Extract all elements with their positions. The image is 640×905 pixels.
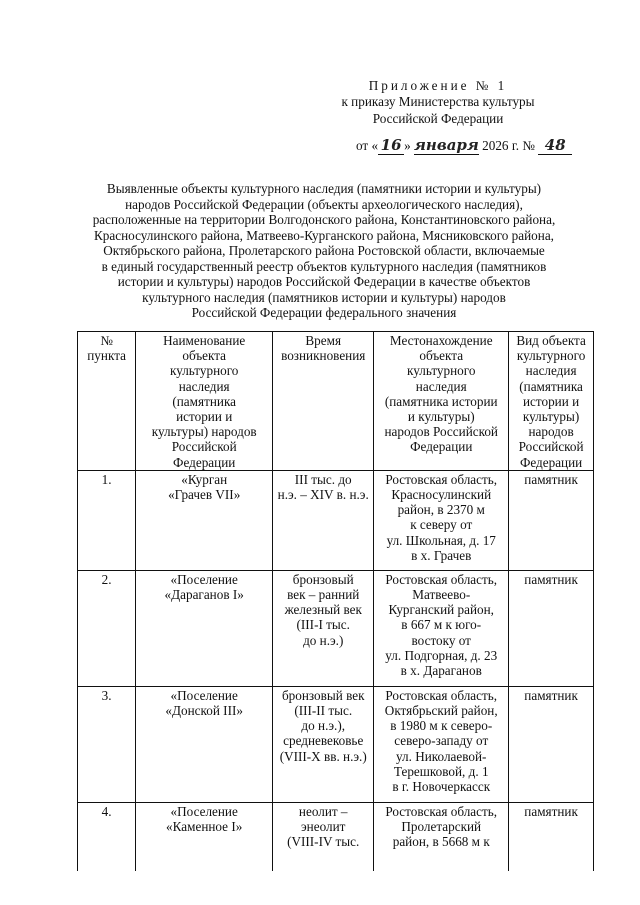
cell-text-line: № — [100, 333, 113, 348]
cell-text-line: бронзовый — [292, 571, 354, 587]
cell-text-line: в х. Грачев — [411, 547, 472, 563]
cell-text-line: Время — [305, 333, 342, 348]
cell-text-line: 3. — [101, 687, 112, 703]
cell-text-line: Федерации — [519, 454, 583, 470]
table-row — [78, 470, 594, 570]
cell-text-line: Ростовская область, — [385, 803, 498, 819]
cell-text-line: 2. — [101, 571, 112, 587]
heading-line: расположенные на территории Волгодонского района, Константиновского района, — [92, 212, 556, 227]
heading-line: народов Российской Федерации (объекты археологического наследия), — [125, 196, 523, 212]
cell-type — [509, 686, 594, 802]
cell-text-line: памятник — [524, 687, 578, 703]
table-header-row — [78, 332, 594, 471]
page-bottom — [0, 871, 640, 905]
cell-text-line: в х. Дараганов — [400, 663, 482, 679]
cell-name — [136, 686, 273, 802]
cell-text-line: «Грачев VII» — [168, 487, 241, 503]
order-prefix: от « — [356, 138, 379, 153]
cell-text-line: бронзовый век — [281, 687, 365, 703]
cell-text-line: (памятника — [519, 378, 583, 394]
cell-text-line: памятник — [524, 471, 578, 487]
cell-text-line: культурного — [516, 348, 586, 364]
cell-text-line: объекта — [419, 348, 464, 364]
cell-location — [374, 802, 509, 874]
cell-text-line: памятник — [524, 803, 578, 819]
cell-text-line: востоку от — [411, 632, 471, 648]
order-number: 48 — [544, 136, 566, 154]
cell-text-line: «Курган — [181, 471, 228, 487]
order-month: января — [413, 136, 479, 154]
cell-time — [273, 686, 374, 802]
cell-text-line: ул. Школьная, д. 17 — [386, 532, 496, 548]
cell-text-line: до н.э.) — [303, 632, 344, 648]
cell-text-line: Ростовская область, — [385, 571, 498, 587]
cell-text-line: «Поселение — [170, 687, 238, 703]
cell-name — [136, 470, 273, 570]
appendix-header — [336, 78, 540, 127]
heading-line: Российской Федерации федерального значения — [191, 305, 457, 320]
cell-text-line: Матвеево- — [412, 587, 471, 603]
cell-time — [273, 570, 374, 686]
cell-text-line: Терешковой, д. 1 — [393, 763, 489, 779]
cell-text-line: Октябрьский район, — [384, 703, 498, 719]
heading-line: Красносулинского района, Матвеево-Курганского района, Мясниковского района, — [94, 227, 554, 243]
cell-text-line: Ростовская область, — [385, 471, 498, 487]
cell-text-line: в 1980 м к северо- — [390, 718, 493, 734]
cell-text-line: наследия — [525, 363, 577, 379]
cell-text-line: ул. Подгорная, д. 23 — [385, 647, 498, 663]
cell-text-line: Федерации — [173, 454, 236, 470]
cell-text-line: пункта — [87, 348, 126, 364]
cell-number — [78, 470, 136, 570]
cell-name — [136, 570, 273, 686]
heading-line: истории и культуры) народов Российской Федерации в качестве объектов — [117, 274, 531, 289]
cell-text-line: неолит – — [298, 803, 348, 819]
order-date-number — [356, 137, 572, 155]
order-day: 16 — [380, 136, 402, 154]
cell-text-line: 1. — [101, 471, 112, 487]
cell-text-line: Местонахождение — [389, 333, 493, 348]
cell-location — [374, 470, 509, 570]
cell-text-line: культуры) народов — [151, 424, 257, 440]
order-quote: » — [404, 138, 411, 153]
cell-time — [273, 470, 374, 570]
cell-text-line: (III-II тыс. — [294, 703, 353, 719]
cell-text-line: «Донской III» — [165, 703, 243, 719]
cell-text-line: народов Российской — [384, 424, 498, 440]
table-row — [78, 686, 594, 802]
header-type — [509, 332, 594, 471]
cell-text-line: «Дараганов I» — [164, 587, 244, 603]
cell-text-line: народов — [528, 424, 574, 440]
appendix-ministry: Российской Федерации — [372, 110, 504, 126]
heritage-objects-table — [77, 331, 594, 875]
header-time — [273, 332, 374, 471]
cell-location — [374, 686, 509, 802]
cell-text-line: к северу от — [410, 517, 473, 533]
cell-time — [273, 802, 374, 874]
cell-text-line: и культуры) — [407, 409, 475, 425]
appendix-order-ref: к приказу Министерства культуры — [341, 94, 535, 110]
header-name — [136, 332, 273, 471]
cell-number — [78, 686, 136, 802]
cell-number — [78, 802, 136, 874]
cell-text-line: (памятника — [172, 393, 237, 409]
heading-line: Выявленные объекты культурного наследия (памятники истории и культуры) — [106, 181, 542, 196]
cell-text-line: культурного — [407, 363, 476, 379]
heading-line: в единый государственный реестр объектов культурного наследия (памятников — [101, 258, 547, 274]
cell-type — [509, 570, 594, 686]
cell-text-line: истории и — [523, 393, 580, 409]
cell-location — [374, 570, 509, 686]
cell-text-line: возникновения — [281, 348, 366, 364]
cell-text-line: Ростовская область, — [385, 687, 498, 703]
cell-text-line: район, в 2370 м — [397, 502, 485, 518]
cell-text-line: в г. Новочеркасск — [392, 779, 491, 795]
cell-text-line: (VIII-IV тыс. — [287, 834, 360, 850]
document-heading — [82, 181, 566, 321]
heading-line: культурного наследия (памятников истории и культуры) народов — [142, 289, 506, 305]
cell-text-line: район, в 5668 м к — [392, 834, 490, 850]
cell-text-line: «Поселение — [170, 803, 238, 819]
cell-text-line: северо-западу от — [394, 733, 489, 749]
cell-text-line: энеолит — [301, 819, 346, 835]
cell-text-line: объекта — [182, 348, 227, 364]
cell-text-line: истории и — [176, 409, 233, 425]
cell-text-line: Курганский район, — [388, 602, 494, 618]
cell-text-line: III тыс. до — [294, 471, 352, 487]
cell-text-line: Федерации — [410, 439, 473, 455]
table-row — [78, 802, 594, 874]
cell-text-line: Наименование — [163, 333, 246, 348]
cell-text-line: культуры) — [522, 409, 580, 425]
appendix-title: Приложение № 1 — [368, 78, 508, 93]
cell-text-line: Красносулинский — [391, 487, 492, 503]
cell-text-line: наследия — [178, 378, 230, 394]
cell-text-line: «Каменное I» — [166, 819, 243, 835]
cell-text-line: наследия — [415, 378, 467, 394]
header-location — [374, 332, 509, 471]
cell-number — [78, 570, 136, 686]
cell-type — [509, 470, 594, 570]
cell-name — [136, 802, 273, 874]
cell-text-line: Пролетарский — [401, 819, 482, 835]
cell-type — [509, 802, 594, 874]
cell-text-line: 4. — [101, 803, 112, 819]
cell-text-line: железный век — [284, 602, 362, 618]
cell-text-line: «Поселение — [170, 571, 238, 587]
cell-text-line: (памятника истории — [384, 393, 498, 409]
heading-line: Октябрьского района, Пролетарского района Ростовской области, включаемые — [103, 243, 545, 258]
header-number — [78, 332, 136, 471]
cell-text-line: в 667 м к юго- — [401, 617, 482, 633]
cell-text-line: н.э. – XIV в. н.э. — [277, 487, 369, 503]
cell-text-line: (III-I тыс. — [296, 617, 350, 633]
order-year: 2026 г. № — [482, 138, 535, 153]
cell-text-line: век – ранний — [287, 587, 360, 603]
table-row — [78, 570, 594, 686]
cell-text-line: (VIII-X вв. н.э.) — [279, 748, 367, 764]
cell-text-line: средневековье — [283, 733, 364, 749]
cell-text-line: культурного — [169, 363, 239, 379]
cell-text-line: Российской — [518, 439, 584, 455]
cell-text-line: ул. Николаевой- — [396, 748, 487, 764]
cell-text-line: памятник — [524, 571, 578, 587]
cell-text-line: до н.э.), — [301, 718, 346, 734]
cell-text-line: Российской — [171, 439, 237, 455]
cell-text-line: Вид объекта — [516, 333, 586, 348]
